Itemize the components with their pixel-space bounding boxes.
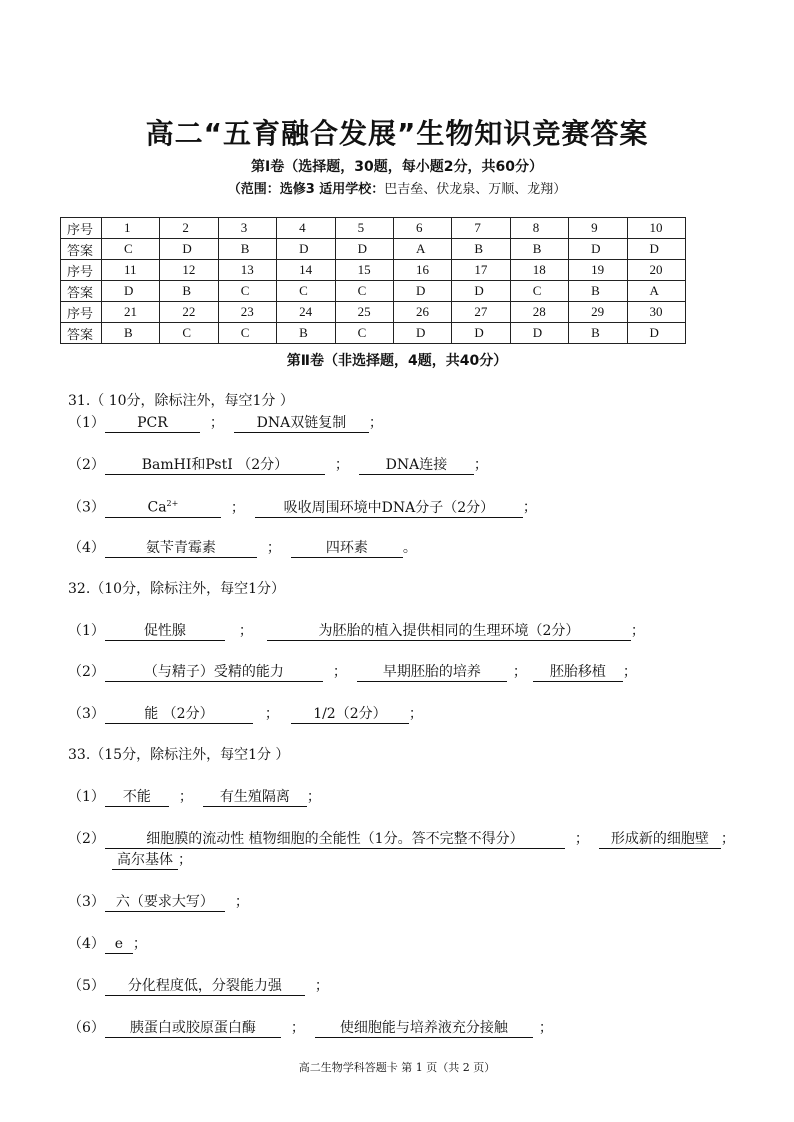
q31-a4-blank2: 四环素 bbox=[291, 540, 403, 558]
table-row-answers bbox=[61, 239, 686, 260]
row-label-number: 序号 bbox=[61, 218, 102, 239]
q31-header: 31.（ 10分，除标注外，每空1分 ） bbox=[68, 393, 294, 409]
answer-cell: D bbox=[102, 281, 160, 302]
question-number-cell: 14 bbox=[277, 260, 335, 281]
q33-a1-num: （1） bbox=[68, 789, 105, 805]
q33-line3 bbox=[68, 891, 259, 912]
q33-line6 bbox=[68, 1017, 553, 1038]
question-number-cell: 1 bbox=[102, 218, 160, 239]
q32-header: 32.（10分，除标注外，每空1分） bbox=[68, 581, 285, 597]
question-number-cell: 4 bbox=[277, 218, 335, 239]
answer-cell: D bbox=[452, 281, 510, 302]
q31-a1-blank2: DNA双链复制 bbox=[234, 415, 369, 433]
q33-line5 bbox=[68, 975, 339, 996]
q31-line4 bbox=[68, 537, 417, 558]
semicolon: ； bbox=[522, 499, 537, 516]
q31-a1-blank1: PCR bbox=[105, 415, 200, 433]
answer-cell: B bbox=[510, 239, 568, 260]
q33-a2-blank1: 细胞膜的流动性 植物细胞的全能性（1分。答不完整不得分） bbox=[105, 831, 565, 849]
question-number-cell: 28 bbox=[510, 302, 568, 323]
semicolon: ； bbox=[306, 789, 321, 805]
question-number-cell: 5 bbox=[335, 218, 393, 239]
q31-a1-num: （1） bbox=[68, 415, 105, 431]
q33-a3-blank1: 六（要求大写） bbox=[105, 894, 225, 912]
row-label-answer: 答案 bbox=[61, 323, 102, 344]
q33-a5-num: （5） bbox=[68, 978, 105, 994]
q32-line3 bbox=[68, 703, 423, 724]
question-number-cell: 21 bbox=[102, 302, 160, 323]
semicolon: ； bbox=[368, 415, 383, 431]
q32-a3-num: （3） bbox=[68, 706, 105, 722]
question-number-cell: 17 bbox=[452, 260, 510, 281]
q31-line2 bbox=[68, 454, 488, 475]
q31-a2-blank2: DNA连接 bbox=[359, 457, 474, 475]
semicolon: ； bbox=[234, 894, 249, 910]
part2-heading: 第Ⅱ卷（非选择题，4题，共40分） bbox=[286, 353, 508, 369]
answer-cell: C bbox=[218, 281, 276, 302]
semicolon: ； bbox=[622, 664, 637, 680]
q33-a5-blank1: 分化程度低，分裂能力强 bbox=[105, 978, 305, 996]
answer-cell: C bbox=[102, 239, 160, 260]
row-label-number: 序号 bbox=[61, 302, 102, 323]
table-row-numbers bbox=[61, 260, 686, 281]
q33-line2 bbox=[68, 828, 735, 849]
answer-cell: B bbox=[277, 323, 335, 344]
semicolon: ； bbox=[473, 457, 488, 473]
question-number-cell: 2 bbox=[160, 218, 218, 239]
semicolon: ； bbox=[314, 978, 329, 994]
question-number-cell: 30 bbox=[627, 302, 685, 323]
question-number-cell: 9 bbox=[569, 218, 627, 239]
q31-a2-num: （2） bbox=[68, 457, 105, 473]
answer-cell: D bbox=[277, 239, 335, 260]
table-row-numbers bbox=[61, 218, 686, 239]
question-number-cell: 13 bbox=[218, 260, 276, 281]
row-label-answer: 答案 bbox=[61, 281, 102, 302]
semicolon: ； bbox=[209, 415, 224, 431]
question-number-cell: 19 bbox=[569, 260, 627, 281]
question-number-cell: 6 bbox=[393, 218, 451, 239]
question-number-cell: 23 bbox=[218, 302, 276, 323]
semicolon: ； bbox=[266, 540, 281, 556]
q32-a3-blank1: 能 （2分） bbox=[105, 706, 253, 724]
table-row-numbers bbox=[61, 302, 686, 323]
answer-cell: B bbox=[160, 281, 218, 302]
answer-cell: C bbox=[335, 323, 393, 344]
q32-a1-blank2: 为胚胎的植入提供相同的生理环境（2分） bbox=[267, 623, 631, 641]
answer-cell: C bbox=[277, 281, 335, 302]
answer-cell: C bbox=[510, 281, 568, 302]
semicolon: ； bbox=[332, 664, 347, 680]
answer-cell: D bbox=[510, 323, 568, 344]
q33-line4 bbox=[68, 933, 147, 954]
q33-a2-blank3: 高尔基体 bbox=[112, 852, 178, 870]
q32-line2 bbox=[68, 661, 637, 682]
question-number-cell: 27 bbox=[452, 302, 510, 323]
row-label-number: 序号 bbox=[61, 260, 102, 281]
scope-label: （范围：选修3 适用学校： bbox=[227, 182, 385, 197]
answer-cell: C bbox=[160, 323, 218, 344]
semicolon: ； bbox=[538, 1020, 553, 1036]
answer-cell: D bbox=[569, 239, 627, 260]
question-number-cell: 8 bbox=[510, 218, 568, 239]
q32-a2-blank1: （与精子）受精的能力 bbox=[105, 664, 323, 682]
table-row-answers bbox=[61, 323, 686, 344]
semicolon: ； bbox=[178, 852, 192, 868]
page-title: 高二“五育融合发展”生物知识竞赛答案 bbox=[145, 117, 649, 150]
part1-heading: 第Ⅰ卷（选择题，30题，每小题2分，共60分） bbox=[251, 159, 543, 175]
row-label-answer: 答案 bbox=[61, 239, 102, 260]
q32-a3-blank2: 1/2（2分） bbox=[291, 706, 409, 724]
answer-cell: D bbox=[627, 323, 685, 344]
scope-line bbox=[0, 178, 794, 197]
question-number-cell: 3 bbox=[218, 218, 276, 239]
answer-cell: D bbox=[452, 323, 510, 344]
q33-a6-num: （6） bbox=[68, 1020, 105, 1036]
answer-cell: D bbox=[160, 239, 218, 260]
q32-a1-blank1: 促性腺 bbox=[105, 623, 225, 641]
question-number-cell: 15 bbox=[335, 260, 393, 281]
semicolon: ； bbox=[720, 831, 735, 847]
scope-schools: 巴吉垒、伏龙泉、万顺、龙翔） bbox=[384, 182, 567, 197]
q31-line3 bbox=[68, 495, 537, 518]
q33-a2-blank2: 形成新的细胞壁 bbox=[599, 831, 721, 849]
answer-cell: C bbox=[218, 323, 276, 344]
answer-cell: B bbox=[569, 323, 627, 344]
answer-cell: B bbox=[102, 323, 160, 344]
semicolon: ； bbox=[264, 706, 279, 722]
question-number-cell: 12 bbox=[160, 260, 218, 281]
question-number-cell: 16 bbox=[393, 260, 451, 281]
semicolon: ； bbox=[132, 936, 147, 952]
q33-a4-num: （4） bbox=[68, 936, 105, 952]
page-footer: 高二生物学科答题卡 第 1 页（共 2 页） bbox=[298, 1061, 496, 1074]
answer-cell: D bbox=[335, 239, 393, 260]
q31-a2-blank1: BamHI和PstI （2分） bbox=[105, 457, 325, 475]
semicolon: ； bbox=[290, 1020, 305, 1036]
semicolon: ； bbox=[574, 831, 589, 847]
q33-a1-blank2: 有生殖隔离 bbox=[203, 789, 307, 807]
q33-line2-cont bbox=[112, 849, 192, 870]
answer-cell: C bbox=[335, 281, 393, 302]
question-number-cell: 10 bbox=[627, 218, 685, 239]
answer-cell: D bbox=[393, 281, 451, 302]
table-row-answers bbox=[61, 281, 686, 302]
semicolon: ； bbox=[630, 623, 645, 639]
answer-cell: B bbox=[452, 239, 510, 260]
q33-line1 bbox=[68, 786, 321, 807]
q33-a6-blank1: 胰蛋白或胶原蛋白酶 bbox=[105, 1020, 281, 1038]
period: 。 bbox=[402, 540, 417, 556]
q31-a3-num: （3） bbox=[68, 499, 105, 516]
q32-a2-blank3: 胚胎移植 bbox=[533, 664, 623, 682]
q31-a3-blank2: 吸收周围环境中DNA分子（2分） bbox=[255, 500, 523, 518]
q33-a1-blank1: 不能 bbox=[105, 789, 169, 807]
q31-line1 bbox=[68, 412, 383, 433]
q33-a2-num: （2） bbox=[68, 831, 105, 847]
q33-a6-blank2: 使细胞能与培养液充分接触 bbox=[315, 1020, 533, 1038]
answer-cell: D bbox=[627, 239, 685, 260]
question-number-cell: 22 bbox=[160, 302, 218, 323]
question-number-cell: 20 bbox=[627, 260, 685, 281]
question-number-cell: 26 bbox=[393, 302, 451, 323]
semicolon: ； bbox=[178, 789, 193, 805]
semicolon: ； bbox=[334, 457, 349, 473]
q32-a2-num: （2） bbox=[68, 664, 105, 680]
question-number-cell: 25 bbox=[335, 302, 393, 323]
question-number-cell: 11 bbox=[102, 260, 160, 281]
answer-table bbox=[60, 217, 686, 344]
answer-cell: D bbox=[393, 323, 451, 344]
answer-cell: B bbox=[218, 239, 276, 260]
question-number-cell: 7 bbox=[452, 218, 510, 239]
q31-a4-num: （4） bbox=[68, 540, 105, 556]
q32-line1 bbox=[68, 620, 645, 641]
answer-cell: A bbox=[393, 239, 451, 260]
q33-a4-blank1: e bbox=[105, 936, 133, 954]
q33-header: 33.（15分，除标注外，每空1分 ） bbox=[68, 747, 290, 763]
answer-cell: A bbox=[627, 281, 685, 302]
question-number-cell: 29 bbox=[569, 302, 627, 323]
q31-a3-blank1: $Ca^{2+}$ bbox=[105, 495, 221, 518]
q33-a3-num: （3） bbox=[68, 894, 105, 910]
question-number-cell: 24 bbox=[277, 302, 335, 323]
semicolon: ； bbox=[512, 664, 527, 680]
semicolon: ； bbox=[408, 706, 423, 722]
semicolon: ； bbox=[230, 499, 245, 516]
q32-a2-blank2: 早期胚胎的培养 bbox=[357, 664, 507, 682]
answer-cell: B bbox=[569, 281, 627, 302]
q31-a4-blank1: 氨苄青霉素 bbox=[105, 540, 257, 558]
question-number-cell: 18 bbox=[510, 260, 568, 281]
semicolon: ； bbox=[238, 623, 253, 639]
q32-a1-num: （1） bbox=[68, 623, 105, 639]
